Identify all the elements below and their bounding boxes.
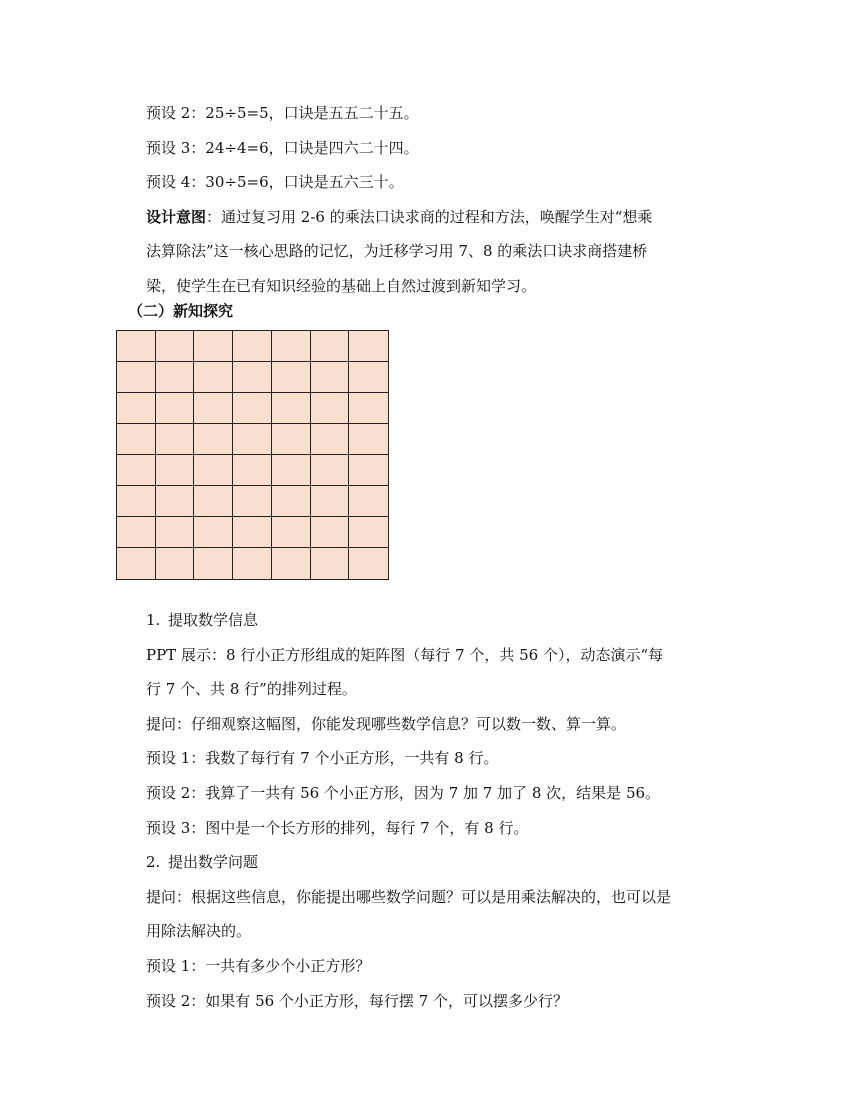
grid-square [233, 331, 272, 362]
preset-line: 预设 3：24÷4=6，口诀是四六二十四。 [146, 138, 419, 157]
grid-square [272, 517, 311, 548]
grid-square [272, 331, 311, 362]
grid-square [194, 362, 233, 393]
grid-square [117, 455, 156, 486]
part2-line: 用除法解决的。 [146, 922, 252, 941]
part1-line: 行 7 个、共 8 行”的排列过程。 [146, 680, 357, 699]
part2-title-line [146, 845, 746, 880]
grid-square [156, 486, 195, 517]
grid-square [349, 486, 388, 517]
grid-square [349, 424, 388, 455]
grid-square [194, 393, 233, 424]
grid-square [233, 424, 272, 455]
grid-square [117, 486, 156, 517]
grid-square [117, 393, 156, 424]
grid-square [349, 331, 388, 362]
top-presets [146, 96, 746, 304]
grid-square [233, 486, 272, 517]
part1-line: 预设 2：我算了一共有 56 个小正方形，因为 7 加 7 加了 8 次，结果是 56。 [146, 783, 661, 802]
grid-square [117, 517, 156, 548]
part1-title: 提取数学信息 [168, 611, 259, 629]
grid-square [117, 331, 156, 362]
grid-square [156, 455, 195, 486]
part1-section [146, 603, 746, 1018]
grid-square [233, 362, 272, 393]
design-intent-text: ：通过复习用 2-6 的乘法口诀求商的过程和方法，唤醒学生对“想乘 [206, 207, 653, 226]
grid-square [233, 393, 272, 424]
part1-line: 提问：仔细观察这幅图，你能发现哪些数学信息？可以数一数、算一算。 [146, 714, 627, 733]
design-intent-label: 设计意图 [146, 207, 207, 226]
square-matrix-figure [116, 330, 389, 580]
grid-square [156, 517, 195, 548]
grid-square [311, 331, 350, 362]
grid-square [272, 455, 311, 486]
grid-square [156, 331, 195, 362]
grid-square [233, 517, 272, 548]
part1-line: 预设 3：图中是一个长方形的排列，每行 7 个，有 8 行。 [146, 818, 529, 837]
grid-square [311, 455, 350, 486]
grid-square [194, 517, 233, 548]
design-intent-line-2: 法算除法”这一核心思路的记忆，为迁移学习用 7、8 的乘法口诀求商搭建桥 [146, 242, 648, 261]
part2-line: 预设 2：如果有 56 个小正方形，每行摆 7 个，可以摆多少行？ [146, 991, 569, 1010]
grid-square [156, 424, 195, 455]
part1-line: PPT 展示：8 行小正方形组成的矩阵图（每行 7 个，共 56 个），动态演示“每 [146, 645, 664, 664]
grid-square [194, 331, 233, 362]
grid-square [117, 424, 156, 455]
grid-square [156, 393, 195, 424]
part2-title: 提出数学问题 [168, 853, 259, 872]
design-intent-line-3: 梁，使学生在已有知识经验的基础上自然过渡到新知学习。 [146, 276, 537, 295]
grid-square [233, 455, 272, 486]
grid-square [194, 486, 233, 517]
grid-square [349, 455, 388, 486]
grid-square [117, 362, 156, 393]
grid-square [233, 548, 272, 579]
part1-title-line [146, 603, 746, 638]
grid-square [311, 548, 350, 579]
grid-square [349, 362, 388, 393]
grid-square [272, 362, 311, 393]
grid-square [156, 362, 195, 393]
grid-square [311, 517, 350, 548]
grid-square [272, 393, 311, 424]
grid-square [194, 548, 233, 579]
grid-square [194, 424, 233, 455]
grid-square [156, 548, 195, 579]
part2-line: 提问：根据这些信息，你能提出哪些数学问题？可以是用乘法解决的，也可以是 [146, 887, 672, 906]
grid-square [349, 548, 388, 579]
grid-square [349, 393, 388, 424]
grid-square [311, 362, 350, 393]
grid-square [311, 424, 350, 455]
part2-line: 预设 1：一共有多少个小正方形？ [146, 956, 371, 975]
grid-square [349, 517, 388, 548]
design-intent-line-1 [146, 200, 746, 235]
grid-square [311, 486, 350, 517]
grid-square [272, 548, 311, 579]
preset-line: 预设 2：25÷5=5，口诀是五五二十五。 [146, 104, 419, 122]
grid-square [272, 424, 311, 455]
grid-square [117, 548, 156, 579]
part1-number: 1. [146, 611, 161, 629]
part2-number: 2. [146, 853, 161, 872]
preset-line: 预设 4：30÷5=6，口诀是五六三十。 [146, 173, 404, 192]
part1-line: 预设 1：我数了每行有 7 个小正方形，一共有 8 行。 [146, 749, 499, 768]
grid-square [311, 393, 350, 424]
grid-square [272, 486, 311, 517]
grid-square [194, 455, 233, 486]
section-heading: （二）新知探究 [128, 302, 234, 320]
